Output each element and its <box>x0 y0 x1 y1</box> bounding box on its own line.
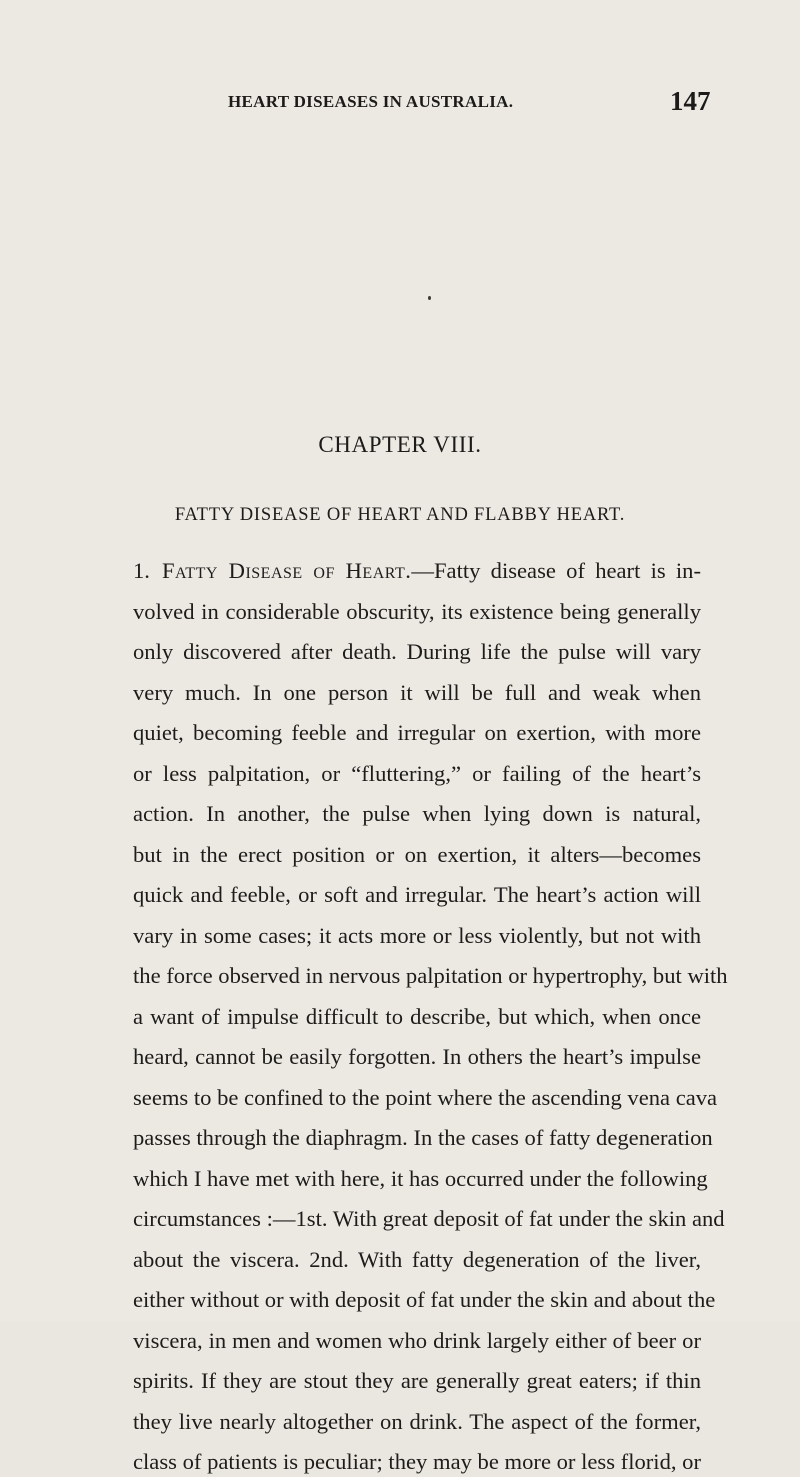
text-line: viscera, in men and women who drink largely either of beer or <box>133 1327 701 1353</box>
section-heading: Fatty Disease of Heart. <box>161 558 412 583</box>
text-line: seems to be confined to the point where the ascending vena cava <box>133 1084 718 1110</box>
text-line: passes through the diaphragm. In the cases of fatty degeneration <box>133 1125 713 1150</box>
text-line: volved in considerable obscurity, its existence being generally <box>133 598 701 624</box>
text-line: a want of impulse difficult to describe, but which, when once <box>133 1003 701 1029</box>
text-line: action. In another, the pulse when lying down is natural, <box>133 801 701 826</box>
text-line: spirits. If they are stout they are generally great eaters; if thin <box>133 1368 701 1393</box>
text-line: which I have met with here, it has occurred under the following <box>133 1165 708 1191</box>
text-line: the force observed in nervous palpitation or hypertrophy, but with <box>133 963 728 988</box>
text-line: they live nearly altogether on drink. The aspect of the former, <box>133 1408 701 1434</box>
section-opening-line <box>133 556 701 586</box>
section-lead: —Fatty disease of heart is in- <box>411 558 701 583</box>
page-number: 147 <box>670 86 711 116</box>
text-line: vary in some cases; it acts more or less violently, but not with <box>133 922 701 948</box>
text-line: circumstances :—1st. With great deposit of fat under the skin and <box>133 1206 725 1231</box>
text-line: about the viscera. 2nd. With fatty degeneration of the liver, <box>133 1246 701 1272</box>
text-line: but in the erect position or on exertion, it alters—becomes <box>133 841 701 867</box>
text-line: either without or with deposit of fat under the skin and about the <box>133 1287 716 1312</box>
section-number: 1. <box>133 558 150 583</box>
chapter-title: FATTY DISEASE OF HEART AND FLABBY HEART. <box>174 505 626 525</box>
text-line: quiet, becoming feeble and irregular on exertion, with more <box>133 720 701 745</box>
text-line: or less palpitation, or “fluttering,” or failing of the heart’s <box>133 760 701 786</box>
text-line: very much. In one person it will be full and weak when <box>133 679 701 705</box>
text-line: quick and feeble, or soft and irregular. The heart’s action will <box>133 882 701 907</box>
running-head-title: HEART DISEASES IN AUSTRALIA. <box>228 92 514 111</box>
running-head <box>0 88 800 118</box>
text-line: only discovered after death. During life the pulse will vary <box>133 639 701 664</box>
text-line: class of patients is peculiar; they may be more or less florid, or <box>133 1449 701 1474</box>
text-line: heard, cannot be easily forgotten. In others the heart’s impulse <box>133 1044 701 1069</box>
chapter-heading: CHAPTER VIII. <box>318 432 482 457</box>
print-speck <box>428 296 431 300</box>
